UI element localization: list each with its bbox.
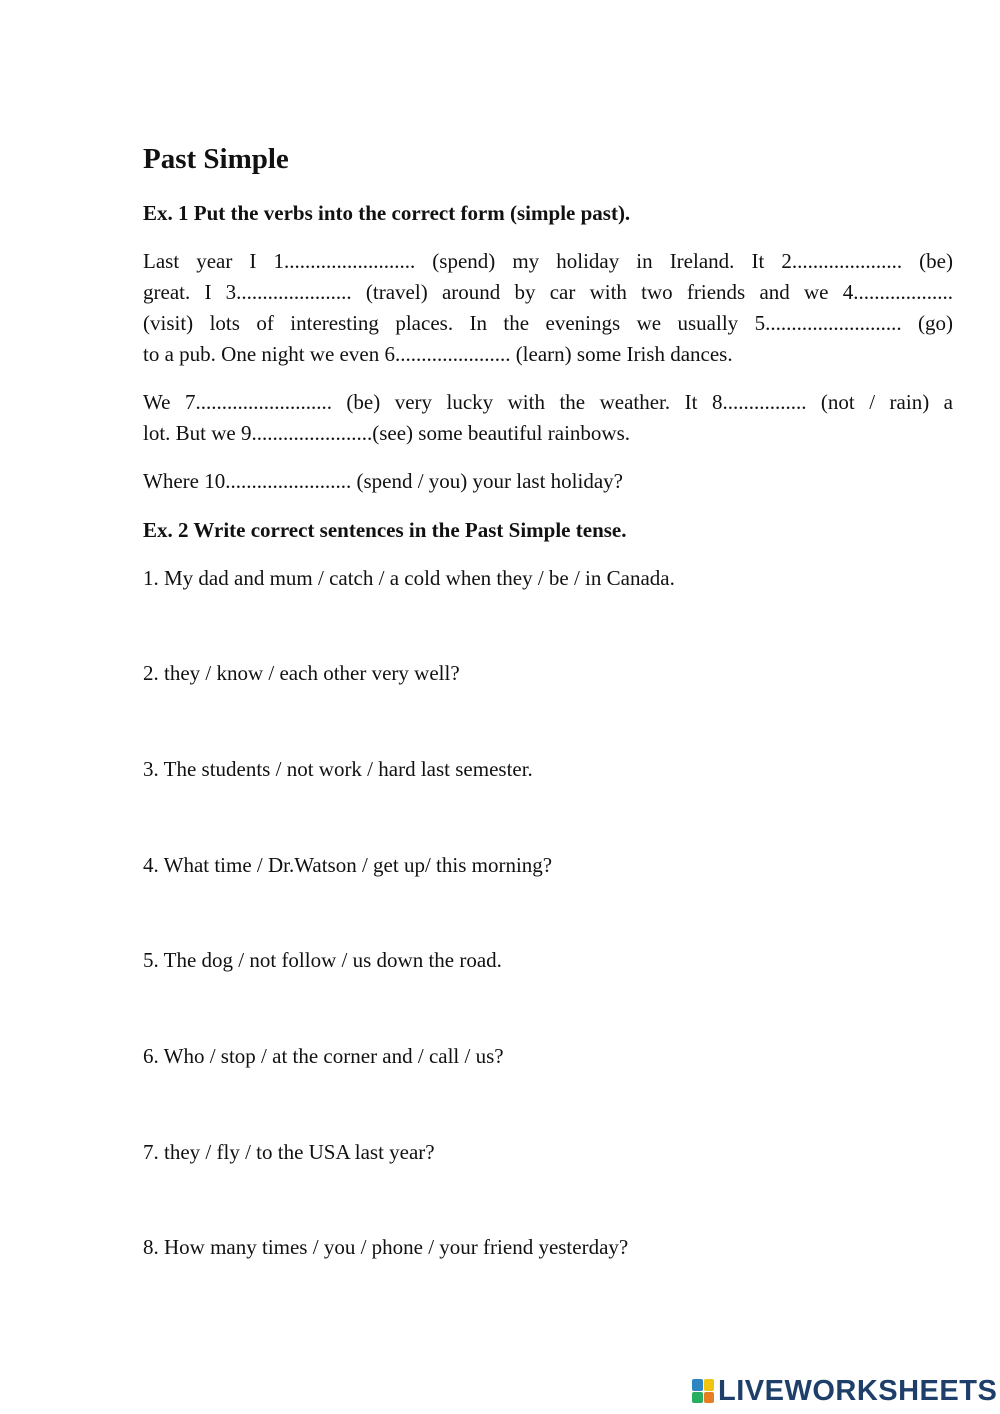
exercise-2-item-5: 5. The dog / not follow / us down the road.: [143, 948, 502, 972]
logo-mark-square: [692, 1392, 703, 1404]
exercise-2-item-3: 3. The students / not work / hard last semester.: [143, 757, 533, 781]
paragraph-line: lot. But we 9.......................(see) some beautiful rainbows.: [143, 421, 630, 445]
exercise-2-item-7: 7. they / fly / to the USA last year?: [143, 1140, 435, 1164]
exercise-1-paragraph-2: [143, 387, 953, 449]
logo-mark-square: [704, 1392, 715, 1404]
paragraph-line: (visit) lots of interesting places. In the evenings we usually 5.......................... (go): [143, 311, 953, 335]
paragraph-line: to a pub. One night we even 6...................... (learn) some Irish dances.: [143, 342, 733, 366]
liveworksheets-logo[interactable]: [692, 1376, 997, 1406]
exercise-2-item-4: 4. What time / Dr.Watson / get up/ this morning?: [143, 853, 553, 877]
paragraph-line: great. I 3...................... (travel) around by car with two friends and we 4...................: [143, 280, 953, 304]
page-title: Past Simple: [143, 143, 289, 175]
exercise-1-paragraph-1: [143, 246, 953, 370]
exercise-2-item-2: 2. they / know / each other very well?: [143, 661, 460, 685]
exercise-1-question: Where 10........................ (spend / you) your last holiday?: [143, 469, 623, 493]
logo-mark-square: [704, 1379, 715, 1391]
exercise-2-item-6: 6. Who / stop / at the corner and / call / us?: [143, 1044, 504, 1068]
logo-mark-square: [692, 1379, 703, 1391]
exercise-2-item-8: 8. How many times / you / phone / your friend yesterday?: [143, 1235, 629, 1259]
exercise-1-heading: Ex. 1 Put the verbs into the correct form (simple past).: [143, 201, 631, 225]
paragraph-line: We 7.......................... (be) very lucky with the weather. It 8................ (not / rain) a: [143, 390, 953, 414]
exercise-2-item-1: 1. My dad and mum / catch / a cold when they / be / in Canada.: [143, 566, 675, 590]
paragraph-line: Last year I 1......................... (spend) my holiday in Ireland. It 2..................... (be): [143, 249, 953, 273]
liveworksheets-logo-icon: [692, 1379, 714, 1403]
liveworksheets-logo-text: LIVEWORKSHEETS: [718, 1374, 998, 1407]
exercise-2-heading: Ex. 2 Write correct sentences in the Past Simple tense.: [143, 518, 627, 542]
